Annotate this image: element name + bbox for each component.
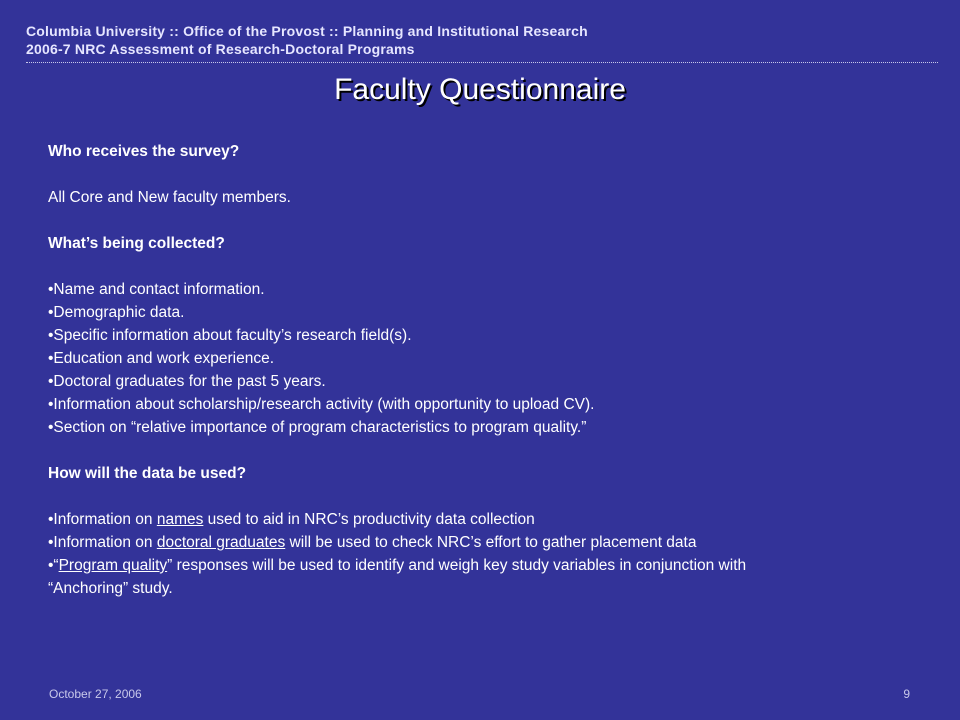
- item-suffix: ” responses will be used to identify and weigh key study variables in conjunction with: [167, 557, 747, 574]
- header-subtitle: 2006-7 NRC Assessment of Research-Doctoral Programs: [26, 41, 415, 57]
- item-prefix: •Information on: [48, 534, 157, 551]
- spacer: [48, 485, 928, 508]
- spacer: [48, 439, 928, 462]
- question-who-receives: Who receives the survey?: [48, 143, 240, 160]
- list-item: •Doctoral graduates for the past 5 years.: [48, 373, 326, 390]
- item-suffix: will be used to check NRC’s effort to gather placement data: [285, 534, 697, 551]
- slide-content: [48, 140, 928, 600]
- spacer: [48, 163, 928, 186]
- list-item: •Specific information about faculty’s research field(s).: [48, 327, 412, 344]
- item-prefix: •Information on: [48, 511, 157, 528]
- list-item-doctoral-graduates: [48, 531, 928, 554]
- list-item: •Education and work experience.: [48, 350, 275, 367]
- list-item: •Name and contact information.: [48, 281, 265, 298]
- question-data-use: How will the data be used?: [48, 465, 247, 482]
- list-item-continuation: “Anchoring” study.: [48, 580, 173, 597]
- header-divider: [26, 62, 938, 63]
- list-item-names: [48, 508, 928, 531]
- footer-date: October 27, 2006: [49, 687, 142, 701]
- list-item: •Information about scholarship/research activity (with opportunity to upload CV).: [48, 396, 595, 413]
- answer-who-receives: All Core and New faculty members.: [48, 189, 291, 206]
- spacer: [48, 209, 928, 232]
- question-whats-collected: What’s being collected?: [48, 235, 225, 252]
- page-number: 9: [903, 687, 910, 701]
- item-suffix: used to aid in NRC’s productivity data collection: [203, 511, 535, 528]
- header-institution: Columbia University :: Office of the Provost :: Planning and Institutional Research: [26, 23, 588, 39]
- list-item: •Demographic data.: [48, 304, 185, 321]
- doctoral-graduates-link[interactable]: doctoral graduates: [156, 534, 286, 551]
- item-prefix: •“: [48, 557, 59, 574]
- list-item: •Section on “relative importance of program characteristics to program quality.”: [48, 419, 587, 436]
- slide-header: [26, 22, 946, 58]
- names-link[interactable]: names: [156, 511, 204, 528]
- program-quality-link[interactable]: Program quality: [58, 557, 168, 574]
- spacer: [48, 255, 928, 278]
- slide-title: Faculty Questionnaire: [334, 73, 626, 106]
- list-item-program-quality: [48, 554, 928, 577]
